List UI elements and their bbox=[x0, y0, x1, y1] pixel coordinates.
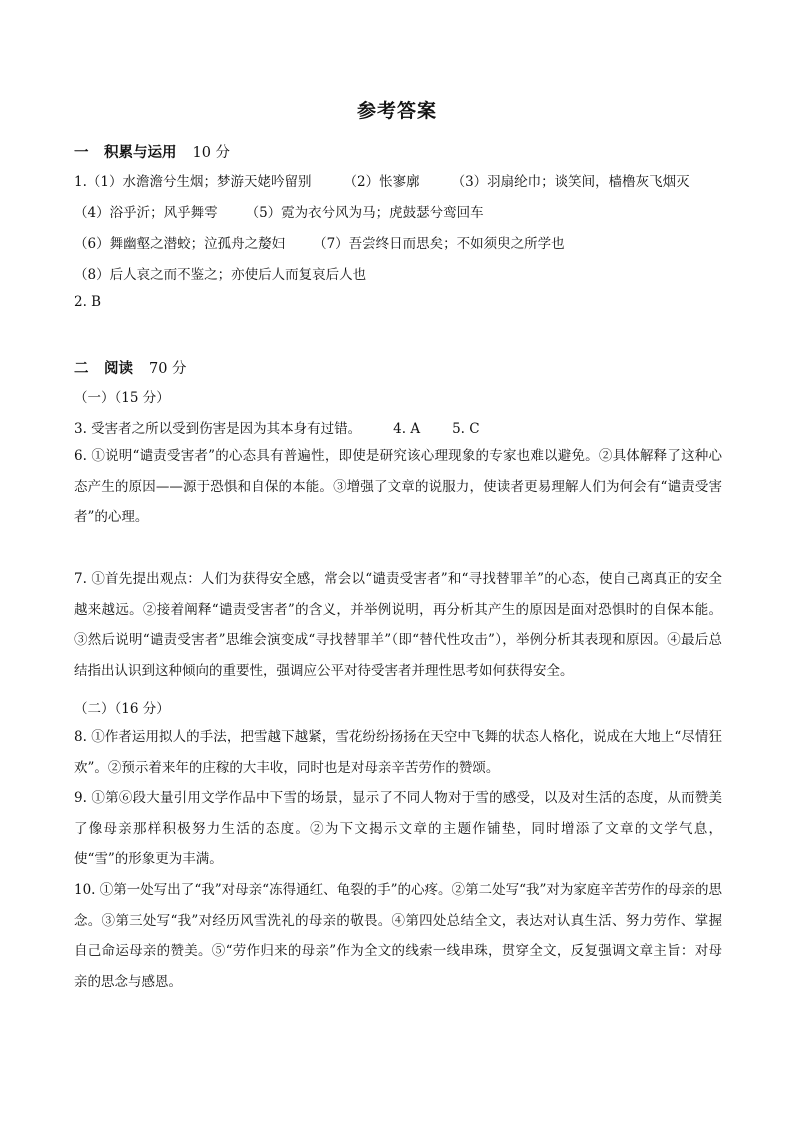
answer-q1-line2 bbox=[74, 201, 484, 221]
section-number: 一 bbox=[74, 144, 89, 161]
section-heading-accumulation bbox=[74, 141, 230, 162]
part-one-heading: （一）（15 分） bbox=[74, 390, 170, 406]
answer-q3-q5 bbox=[74, 417, 480, 437]
answer-q8: 8. ①作者运用拟人的手法，把雪越下越紧，雪花纷纷扬扬在天空中飞舞的状态人格化，说成在大地上“尽情狂欢”。②预示着来年的庄稼的大丰收，同时也是对母亲辛苦劳作的赞颂。 bbox=[74, 729, 722, 776]
answer-q1-part1: 1.（1）水澹澹兮生烟；梦游天姥吟留别 bbox=[74, 174, 312, 190]
section-score: 10 分 bbox=[192, 145, 231, 161]
section-name: 积累与运用 bbox=[104, 144, 177, 161]
answer-q1-line4 bbox=[74, 263, 366, 283]
section-name: 阅读 bbox=[104, 360, 133, 377]
answer-q1-part8: （8）后人哀之而不鉴之；亦使后人而复哀后人也 bbox=[74, 267, 367, 283]
answer-q1-part5: （5）霓为衣兮风为马；虎鼓瑟兮鸾回车 bbox=[245, 205, 484, 221]
answer-q1-part6: （6）舞幽壑之潜蛟；泣孤舟之嫠妇 bbox=[74, 236, 286, 252]
answer-q3: 3. 受害者之所以受到伤害是因为其本身有过错。 bbox=[74, 421, 362, 437]
answer-q5: 5. C bbox=[452, 421, 480, 437]
answer-q2: 2. B bbox=[74, 294, 102, 310]
answer-q4: 4. A bbox=[393, 421, 421, 437]
answer-q9: 9. ①第⑥段大量引用文学作品中下雪的场景，显示了不同人物对于雪的感受，以及对生活的态度，从而赞美了像母亲那样积极努力生活的态度。②为下文揭示文章的主题作铺垫，同时增添了文章的文学气息，使“雪”的形象更为丰满。 bbox=[74, 790, 722, 867]
answer-q7: 7. ①首先提出观点：人们为获得安全感，常会以“谴责受害者”和“寻找替罪羊”的心态，使自己离真正的安全越来越远。②接着阐释“谴责受害者”的含义，并举例说明，再分析其产生的原因是面对恐惧时的自保本能。③然后说明“谴责受害者”思维会演变成“寻找替罪羊”（即“替代性攻击”），举例分析其表现和原因。④最后总结指出认识到这种倾向的重要性，强调应公平对待受害者并理性思考如何获得安全。 bbox=[74, 571, 722, 679]
answer-q1-line3 bbox=[74, 232, 565, 252]
answer-q1-part3: （3）羽扇纶巾；谈笑间，樯橹灰飞烟灭 bbox=[451, 174, 690, 190]
answer-q1-part2: （2）怅寥廓 bbox=[343, 174, 420, 190]
section-number: 二 bbox=[74, 360, 89, 377]
page-title: 参考答案 bbox=[356, 100, 437, 122]
part-two-heading: （二）（16 分） bbox=[74, 701, 170, 717]
section-score: 70 分 bbox=[149, 361, 187, 377]
answer-q10: 10. ①第一处写出了“我”对母亲“冻得通红、龟裂的手”的心疼。②第二处写“我”对为家庭辛苦劳作的母亲的思念。③第三处写“我”对经历风雪洗礼的母亲的敬畏。④第四处总结全文，表达对认真生活、努力劳作、掌握自己命运母亲的赞美。⑤“劳作归来的母亲”作为全文的线索一线串珠，贯穿全文，反复强调文章主旨：对母亲的思念与感恩。 bbox=[74, 882, 722, 990]
section-heading-reading bbox=[74, 357, 187, 378]
answer-q1-part7: （7）吾尝终日而思矣；不如须臾之所学也 bbox=[313, 236, 565, 252]
answer-q1-line1 bbox=[74, 170, 690, 190]
answer-q6: 6. ①说明“谴责受害者”的心态具有普遍性，即使是研究该心理现象的专家也难以避免。②具体解释了这种心态产生的原因——源于恐惧和自保的本能。③增强了文章的说服力，使读者更易理解人们为何会有“谴责受害者”的心理。 bbox=[74, 448, 722, 525]
answer-q1-part4: （4）浴乎沂；风乎舞雩 bbox=[74, 205, 218, 221]
